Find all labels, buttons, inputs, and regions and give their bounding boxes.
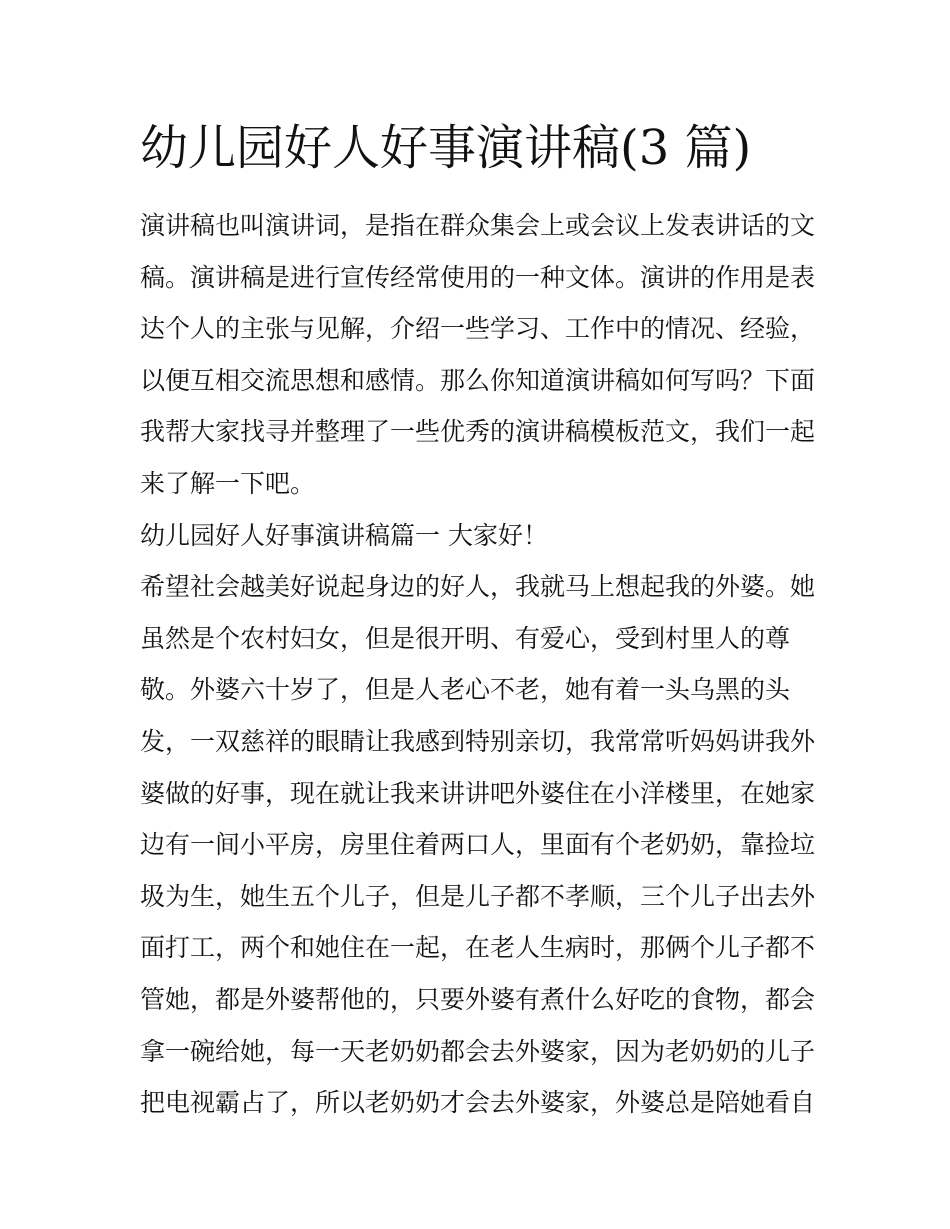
text-line: 婆做的好事，现在就让我来讲讲吧外婆住在小洋楼里，在她家 <box>140 778 816 808</box>
text-line: 虽然是个农村妇女，但是很开明、有爱心，受到村里人的尊 <box>140 623 791 653</box>
text-line: 敬。外婆六十岁了，但是人老心不老，她有着一头乌黑的头 <box>140 675 791 705</box>
text-line: 管她，都是外婆帮他的，只要外婆有煮什么好吃的食物，都会 <box>140 984 816 1014</box>
text-line: 面打工，两个和她住在一起，在老人生病时，那俩个儿子都不 <box>140 933 816 963</box>
text-line: 以便互相交流思想和感情。那么你知道演讲稿如何写吗？下面 <box>140 365 816 395</box>
text-line: 圾为生，她生五个儿子，但是儿子都不孝顺，三个儿子出去外 <box>140 881 816 911</box>
text-line: 演讲稿也叫演讲词，是指在群众集会上或会议上发表讲话的文 <box>140 211 816 240</box>
page-title: 幼儿园好人好事演讲稿(3 篇) <box>140 120 752 176</box>
text-line: 来了解一下吧。 <box>140 468 316 498</box>
text-line: 达个人的主张与见解，介绍一些学习、工作中的情况、经验， <box>140 314 816 344</box>
text-line: 拿一碗给她，每一天老奶奶都会去外婆家，因为老奶奶的儿子 <box>140 1036 816 1066</box>
section-heading: 幼儿园好人好事演讲稿篇一 大家好！ <box>140 520 548 550</box>
text-line: 希望社会越美好说起身边的好人，我就马上想起我的外婆。她 <box>140 572 816 602</box>
document-body <box>140 200 830 1129</box>
text-line: 边有一间小平房，房里住着两口人，里面有个老奶奶，靠捡垃 <box>140 830 816 860</box>
text-line: 把电视霸占了，所以老奶奶才会去外婆家，外婆总是陪她看自 <box>140 1088 816 1118</box>
text-line: 稿。演讲稿是进行宣传经常使用的一种文体。演讲的作用是表 <box>140 262 816 292</box>
text-line: 发，一双慈祥的眼睛让我感到特别亲切，我常常听妈妈讲我外 <box>140 726 816 756</box>
text-line: 我帮大家找寻并整理了一些优秀的演讲稿模板范文，我们一起 <box>140 417 816 447</box>
